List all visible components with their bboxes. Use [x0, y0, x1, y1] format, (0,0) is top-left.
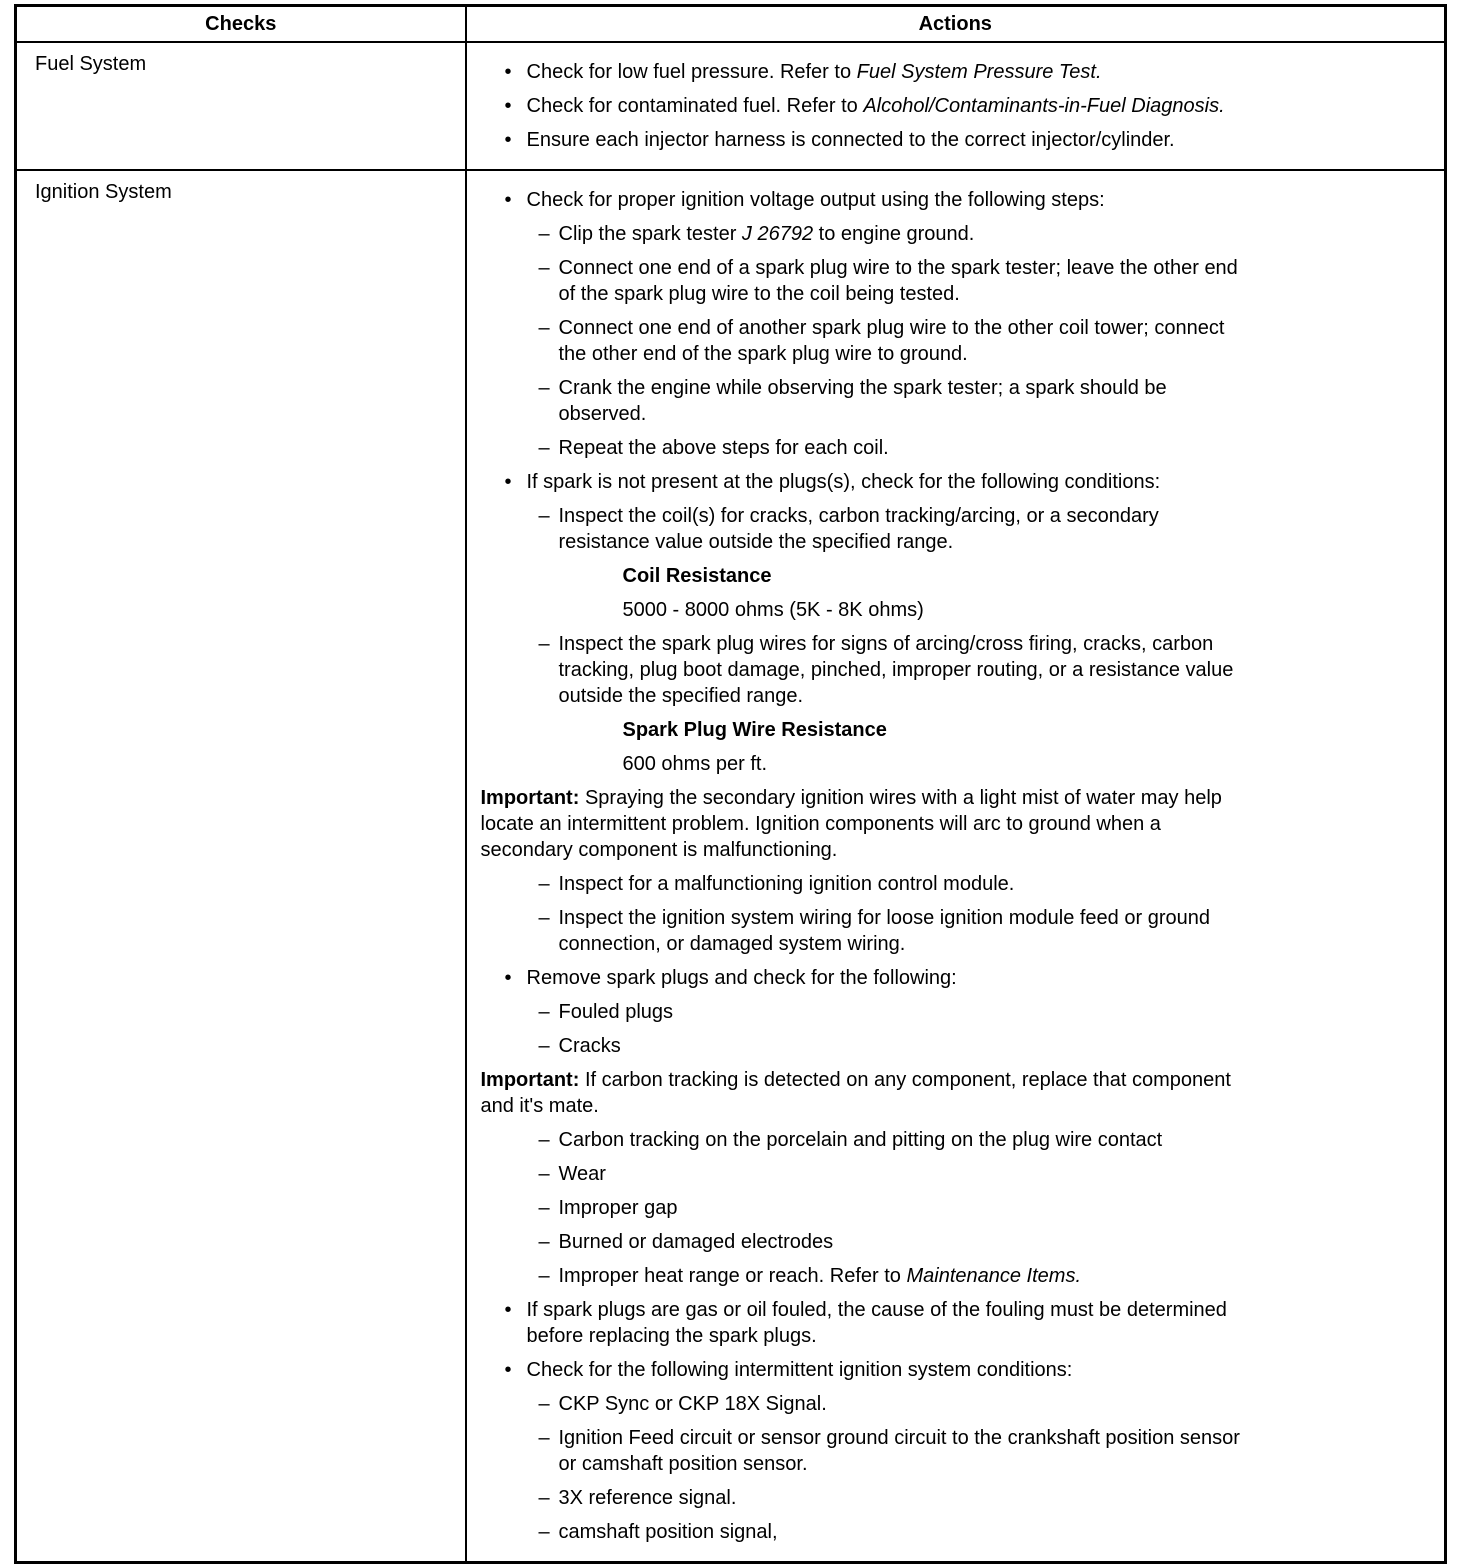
- dash-item: [467, 255, 1435, 307]
- dash-icon: –: [538, 1393, 550, 1415]
- dash-icon: –: [538, 633, 550, 655]
- text-segment: Check for proper ignition voltage output using the following steps:: [526, 189, 1105, 211]
- text-segment: 3X reference signal.: [558, 1487, 737, 1509]
- bullet-item: [467, 187, 1435, 213]
- text-segment: locate an intermittent problem. Ignition components will arc to ground when a: [480, 813, 1161, 835]
- dash-item: [467, 871, 1435, 897]
- text-line: [527, 1357, 1435, 1383]
- text-line: [527, 1297, 1435, 1323]
- text-line: [559, 1263, 1435, 1289]
- text-line: [527, 93, 1435, 119]
- text-line: [623, 751, 1435, 777]
- text-line: [527, 1323, 1435, 1349]
- text-segment: Spraying the secondary ignition wires with a light mist of water may help: [579, 787, 1222, 809]
- spec-title-item: [467, 717, 1435, 743]
- text-line: [481, 811, 1435, 837]
- bullet-icon: •: [504, 61, 512, 83]
- dash-item: [467, 1425, 1435, 1477]
- text-line: [527, 469, 1435, 495]
- dash-item: [467, 999, 1435, 1025]
- text-line: [559, 1519, 1435, 1545]
- text-segment: Check for contaminated fuel. Refer to: [526, 95, 864, 117]
- bullet-icon: •: [504, 967, 512, 989]
- text-segment: observed.: [558, 403, 647, 425]
- text-segment: Inspect the ignition system wiring for loose ignition module feed or ground: [558, 907, 1210, 929]
- text-line: [559, 905, 1435, 931]
- text-segment: Inspect for a malfunctioning ignition control module.: [558, 873, 1015, 895]
- text-line: [559, 255, 1435, 281]
- header-actions: Actions: [466, 6, 1446, 43]
- text-line: [559, 1485, 1435, 1511]
- text-segment: Coil Resistance: [622, 565, 772, 587]
- reference-text: Alcohol/Contaminants-in-Fuel Diagnosis.: [863, 95, 1225, 117]
- text-line: [559, 375, 1435, 401]
- bullet-icon: •: [504, 1299, 512, 1321]
- text-segment: and it's mate.: [480, 1095, 599, 1117]
- table-row: [16, 170, 1446, 1563]
- dash-icon: –: [538, 1487, 550, 1509]
- text-line: [559, 281, 1435, 307]
- text-segment: 5000 - 8000 ohms (5K - 8K ohms): [622, 599, 924, 621]
- text-line: [559, 1425, 1435, 1451]
- bullet-icon: •: [504, 95, 512, 117]
- text-line: [559, 221, 1435, 247]
- text-segment: or camshaft position sensor.: [558, 1453, 808, 1475]
- bullet-icon: •: [504, 189, 512, 211]
- dash-icon: –: [538, 505, 550, 527]
- text-segment: the other end of the spark plug wire to ground.: [558, 343, 968, 365]
- text-segment: of the spark plug wire to the coil being tested.: [558, 283, 960, 305]
- dash-item: [467, 1161, 1435, 1187]
- dash-icon: –: [538, 873, 550, 895]
- text-line: [559, 435, 1435, 461]
- text-line: [559, 631, 1435, 657]
- bullet-item: [467, 1357, 1435, 1383]
- bullet-icon: •: [504, 129, 512, 151]
- actions-cell: [466, 170, 1446, 1563]
- reference-text: Fuel System Pressure Test.: [856, 61, 1102, 83]
- text-segment: Carbon tracking on the porcelain and pitting on the plug wire contact: [558, 1129, 1163, 1151]
- dash-item: [467, 905, 1435, 957]
- dash-icon: –: [538, 377, 550, 399]
- text-segment: connection, or damaged system wiring.: [558, 933, 906, 955]
- text-segment: Clip the spark tester: [558, 223, 742, 245]
- dash-item: [467, 375, 1435, 427]
- check-label: Ignition System: [35, 181, 172, 203]
- text-segment: Improper heat range or reach. Refer to: [558, 1265, 907, 1287]
- text-line: [623, 563, 1435, 589]
- dash-item: [467, 1127, 1435, 1153]
- dash-item: [467, 221, 1435, 247]
- dash-item: [467, 1485, 1435, 1511]
- text-line: [527, 187, 1435, 213]
- dash-item: [467, 631, 1435, 709]
- check-cell: [16, 42, 466, 170]
- text-line: [559, 1451, 1435, 1477]
- dash-icon: –: [538, 1265, 550, 1287]
- text-line: [559, 1229, 1435, 1255]
- text-segment: Cracks: [558, 1035, 621, 1057]
- dash-icon: –: [538, 1197, 550, 1219]
- table-row: [16, 42, 1446, 170]
- dash-icon: –: [538, 1427, 550, 1449]
- text-line: [527, 965, 1435, 991]
- text-line: [623, 717, 1435, 743]
- bullet-icon: •: [504, 471, 512, 493]
- spec-value-item: [467, 751, 1435, 777]
- dash-icon: –: [538, 1163, 550, 1185]
- important-item: [467, 785, 1435, 863]
- dash-icon: –: [538, 1231, 550, 1253]
- text-segment: camshaft position signal,: [558, 1521, 778, 1543]
- actions-cell: [466, 42, 1446, 170]
- dash-item: [467, 1229, 1435, 1255]
- text-line: [527, 59, 1435, 85]
- diagnostic-table: [14, 4, 1447, 1564]
- text-segment: If spark is not present at the plugs(s), check for the following conditions:: [526, 471, 1161, 493]
- text-segment: Repeat the above steps for each coil.: [558, 437, 889, 459]
- text-segment: Burned or damaged electrodes: [558, 1231, 834, 1253]
- text-line: [559, 315, 1435, 341]
- text-line: [559, 683, 1435, 709]
- text-line: [481, 1093, 1435, 1119]
- bullet-item: [467, 127, 1435, 153]
- bullet-item: [467, 93, 1435, 119]
- text-segment: Remove spark plugs and check for the following:: [526, 967, 957, 989]
- dash-icon: –: [538, 317, 550, 339]
- dash-item: [467, 435, 1435, 461]
- dash-item: [467, 1263, 1435, 1289]
- text-line: [559, 999, 1435, 1025]
- dash-item: [467, 1519, 1435, 1545]
- text-segment: to engine ground.: [813, 223, 975, 245]
- check-label: Fuel System: [35, 53, 147, 75]
- spec-title-item: [467, 563, 1435, 589]
- check-cell: [16, 170, 466, 1563]
- text-segment: Improper gap: [558, 1197, 678, 1219]
- text-segment: before replacing the spark plugs.: [526, 1325, 817, 1347]
- text-line: [559, 871, 1435, 897]
- dash-icon: –: [538, 1129, 550, 1151]
- dash-item: [467, 503, 1435, 555]
- text-line: [527, 127, 1435, 153]
- text-line: [559, 1127, 1435, 1153]
- text-segment: Fouled plugs: [558, 1001, 674, 1023]
- text-line: [481, 1067, 1435, 1093]
- important-item: [467, 1067, 1435, 1119]
- dash-icon: –: [538, 1001, 550, 1023]
- text-segment: resistance value outside the specified range.: [558, 531, 954, 553]
- bullet-item: [467, 965, 1435, 991]
- dash-item: [467, 1033, 1435, 1059]
- text-segment: outside the specified range.: [558, 685, 804, 707]
- text-line: [559, 1033, 1435, 1059]
- text-segment: Connect one end of a spark plug wire to the spark tester; leave the other end: [558, 257, 1238, 279]
- text-segment: CKP Sync or CKP 18X Signal.: [558, 1393, 827, 1415]
- dash-icon: –: [538, 1521, 550, 1543]
- bullet-icon: •: [504, 1359, 512, 1381]
- dash-item: [467, 1195, 1435, 1221]
- bullet-item: [467, 59, 1435, 85]
- reference-text: J 26792: [741, 223, 814, 245]
- text-line: [559, 401, 1435, 427]
- header-checks: Checks: [16, 6, 466, 43]
- important-label: Important:: [480, 787, 580, 809]
- text-segment: Spark Plug Wire Resistance: [622, 719, 887, 741]
- table-body: [16, 42, 1446, 1563]
- text-line: [559, 931, 1435, 957]
- text-segment: Connect one end of another spark plug wire to the other coil tower; connect: [558, 317, 1225, 339]
- dash-item: [467, 315, 1435, 367]
- important-label: Important:: [480, 1069, 580, 1091]
- spec-value-item: [467, 597, 1435, 623]
- text-line: [559, 1195, 1435, 1221]
- text-line: [559, 529, 1435, 555]
- dash-icon: –: [538, 223, 550, 245]
- text-line: [623, 597, 1435, 623]
- text-line: [559, 341, 1435, 367]
- reference-text: Maintenance Items.: [906, 1265, 1081, 1287]
- text-line: [481, 785, 1435, 811]
- text-line: [559, 1391, 1435, 1417]
- text-segment: secondary component is malfunctioning.: [480, 839, 838, 861]
- text-line: [559, 657, 1435, 683]
- text-line: [559, 503, 1435, 529]
- text-line: [559, 1161, 1435, 1187]
- text-segment: Crank the engine while observing the spark tester; a spark should be: [558, 377, 1167, 399]
- dash-icon: –: [538, 437, 550, 459]
- text-segment: Inspect the coil(s) for cracks, carbon tracking/arcing, or a secondary: [558, 505, 1159, 527]
- text-line: [481, 837, 1435, 863]
- text-segment: 600 ohms per ft.: [622, 753, 768, 775]
- dash-item: [467, 1391, 1435, 1417]
- text-segment: If spark plugs are gas or oil fouled, the cause of the fouling must be determined: [526, 1299, 1227, 1321]
- dash-icon: –: [538, 257, 550, 279]
- text-segment: Ensure each injector harness is connected to the correct injector/cylinder.: [526, 129, 1175, 151]
- text-segment: Inspect the spark plug wires for signs of arcing/cross firing, cracks, carbon: [558, 633, 1214, 655]
- text-segment: Ignition Feed circuit or sensor ground circuit to the crankshaft position sensor: [558, 1427, 1240, 1449]
- dash-icon: –: [538, 907, 550, 929]
- bullet-item: [467, 1297, 1435, 1349]
- text-segment: Check for low fuel pressure. Refer to: [526, 61, 857, 83]
- text-segment: tracking, plug boot damage, pinched, improper routing, or a resistance value: [558, 659, 1234, 681]
- text-segment: If carbon tracking is detected on any component, replace that component: [579, 1069, 1231, 1091]
- header-row: [16, 6, 1446, 43]
- dash-icon: –: [538, 1035, 550, 1057]
- text-segment: Check for the following intermittent ignition system conditions:: [526, 1359, 1073, 1381]
- bullet-item: [467, 469, 1435, 495]
- text-segment: Wear: [558, 1163, 606, 1185]
